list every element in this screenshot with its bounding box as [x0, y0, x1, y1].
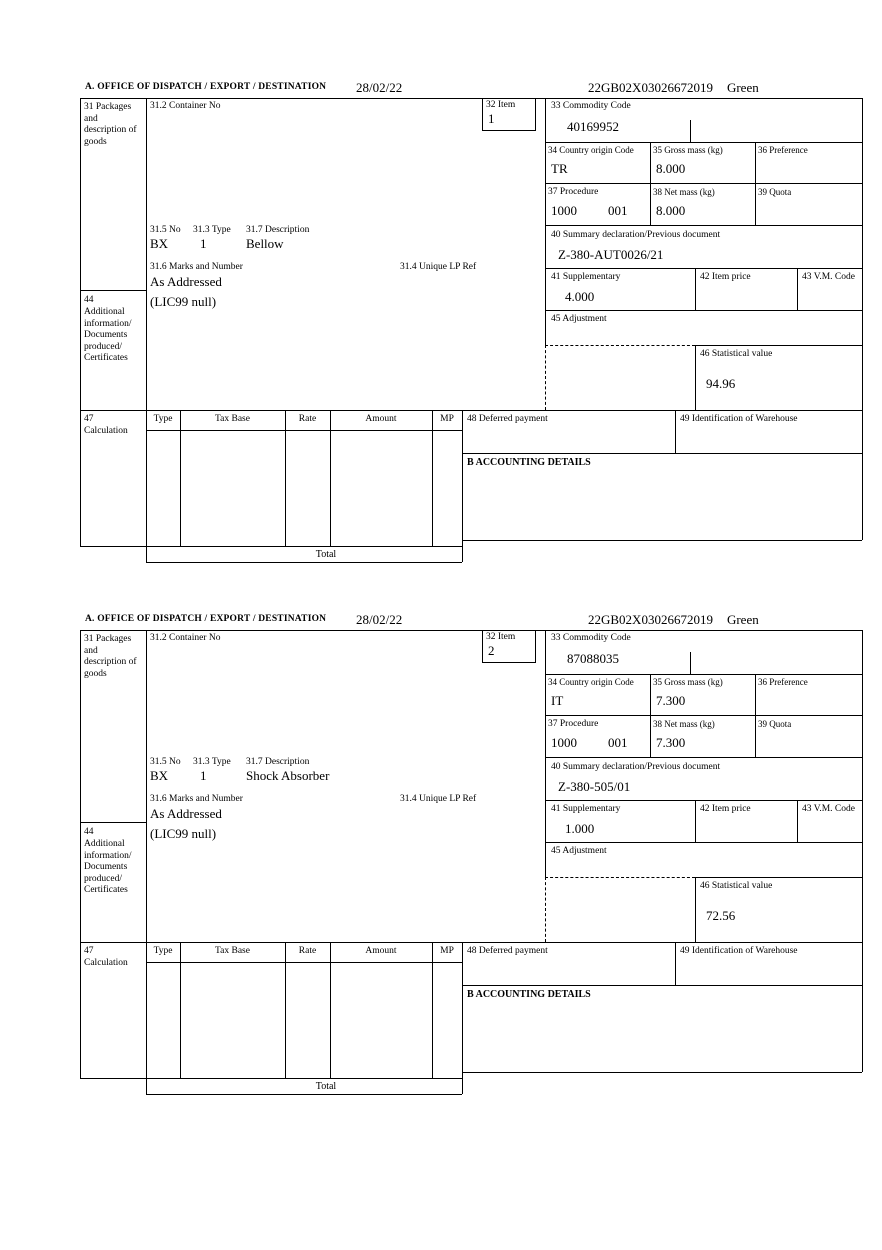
marks-label: 31.6 Marks and Number — [150, 794, 243, 804]
divider-line — [755, 674, 756, 757]
gross-mass-value: 8.000 — [656, 161, 686, 176]
divider-line — [545, 757, 862, 758]
unique-lp-ref-label: 31.4 Unique LP Ref — [400, 794, 477, 804]
supplementary-label: 41 Supplementary — [551, 272, 621, 282]
col-amount-header: Amount — [365, 414, 397, 424]
deferred-payment-label: 48 Deferred payment — [467, 946, 548, 956]
divider-line — [545, 142, 862, 143]
divider-line — [650, 674, 651, 757]
divider-line — [695, 800, 696, 842]
divider-line — [545, 225, 862, 226]
divider-line — [862, 98, 863, 540]
divider-line — [462, 540, 862, 541]
divider-line — [482, 662, 536, 663]
country-origin-value: TR — [551, 161, 568, 176]
item-label: 32 Item — [486, 632, 516, 642]
commodity-code-label: 33 Commodity Code — [551, 633, 631, 643]
procedure-value: 1000 — [551, 203, 577, 218]
container-no-label: 31.2 Container No — [150, 633, 221, 643]
col-rate-header: Rate — [298, 946, 317, 956]
item-number-value: 2 — [488, 643, 495, 658]
box47-number: 47 — [84, 414, 94, 424]
divider-line — [462, 942, 463, 1094]
divider-line — [545, 715, 862, 716]
item-number-value: 1 — [488, 111, 495, 126]
route-value: Green — [726, 612, 759, 627]
description-label: 31.7 Description — [246, 757, 310, 767]
entry-reference — [588, 612, 759, 628]
box44-label: Additional information/ Documents produced/ Certificates — [84, 307, 132, 363]
total-label: Total — [315, 1081, 337, 1092]
unique-lp-ref-label: 31.4 Unique LP Ref — [400, 262, 477, 272]
divider-line — [695, 345, 862, 346]
goods-description-value: Bellow — [246, 236, 284, 251]
divider-line — [675, 410, 676, 453]
entry-reference — [588, 80, 759, 96]
divider-line — [80, 546, 462, 547]
marks-label: 31.6 Marks and Number — [150, 262, 243, 272]
divider-line — [545, 183, 862, 184]
col-type-header: Type — [153, 414, 173, 424]
divider-line — [285, 410, 286, 546]
divider-line — [695, 877, 696, 942]
previous-document-value: Z-380-AUT0026/21 — [558, 247, 664, 262]
col-type-header: Type — [153, 946, 173, 956]
box44-label: Additional information/ Documents produced/ Certificates — [84, 839, 132, 895]
divider-line — [80, 630, 81, 1078]
divider-line — [80, 98, 81, 546]
dashed-divider-line — [545, 345, 695, 346]
vm-code-label: 43 V.M. Code — [802, 804, 855, 814]
divider-line — [432, 410, 433, 546]
divider-line — [432, 942, 433, 1078]
divider-line — [545, 268, 862, 269]
divider-line — [482, 630, 483, 662]
package-no-value: BX — [150, 236, 169, 251]
office-of-dispatch-header: A. OFFICE OF DISPATCH / EXPORT / DESTINATION — [85, 614, 327, 624]
divider-line — [146, 562, 462, 563]
item-label: 32 Item — [486, 100, 516, 110]
dashed-divider-line — [545, 877, 695, 878]
divider-line — [462, 453, 862, 454]
procedure-label: 37 Procedure — [548, 719, 599, 729]
divider-line — [675, 942, 676, 985]
box44-number: 44 — [84, 827, 94, 837]
col-tax-base-header: Tax Base — [215, 946, 250, 956]
box31-label: 31 Packages and description of goods — [84, 102, 137, 147]
divider-line — [535, 630, 536, 662]
box44-number: 44 — [84, 295, 94, 305]
country-origin-label: 34 Country origin Code — [548, 677, 634, 687]
accounting-details-header: B ACCOUNTING DETAILS — [467, 989, 591, 1000]
divider-line — [80, 290, 146, 291]
box31-label: 31 Packages and description of goods — [84, 634, 137, 679]
divider-line — [285, 942, 286, 1078]
net-mass-value: 7.300 — [656, 735, 686, 750]
col-tax-base-header: Tax Base — [215, 414, 250, 424]
divider-line — [80, 822, 146, 823]
divider-line — [80, 410, 862, 411]
acceptance-date-value: 28/02/22 — [356, 80, 403, 95]
deferred-payment-label: 48 Deferred payment — [467, 414, 548, 424]
commodity-code-value: 87088035 — [567, 651, 619, 666]
net-mass-label: 38 Net mass (kg) — [653, 719, 715, 729]
divider-line — [462, 410, 463, 562]
supplementary-units-value: 4.000 — [565, 289, 595, 304]
divider-line — [545, 310, 862, 311]
description-label: 31.7 Description — [246, 225, 310, 235]
quota-label: 39 Quota — [758, 719, 792, 729]
commodity-code-separator — [690, 652, 691, 674]
divider-line — [545, 98, 546, 345]
goods-description-value: Shock Absorber — [246, 768, 330, 783]
package-type-value: 1 — [200, 236, 207, 251]
commodity-code-value: 40169952 — [567, 119, 619, 134]
box47-label: Calculation — [84, 426, 128, 436]
procedure-label: 37 Procedure — [548, 187, 599, 197]
divider-line — [80, 630, 862, 631]
procedure-extra-value: 001 — [608, 203, 628, 218]
item-price-label: 42 Item price — [700, 804, 751, 814]
gross-mass-value: 7.300 — [656, 693, 686, 708]
previous-document-value: Z-380-505/01 — [558, 779, 631, 794]
net-mass-value: 8.000 — [656, 203, 686, 218]
preference-label: 36 Preference — [758, 145, 808, 155]
divider-line — [482, 98, 483, 130]
statistical-value-label: 46 Statistical value — [700, 349, 773, 359]
divider-line — [545, 800, 862, 801]
previous-document-label: 40 Summary declaration/Previous document — [551, 762, 721, 772]
procedure-extra-value: 001 — [608, 735, 628, 750]
accounting-details-header: B ACCOUNTING DETAILS — [467, 457, 591, 468]
divider-line — [146, 430, 462, 431]
acceptance-date-value: 28/02/22 — [356, 612, 403, 627]
divider-line — [695, 877, 862, 878]
supplementary-label: 41 Supplementary — [551, 804, 621, 814]
package-no-value: BX — [150, 768, 169, 783]
divider-line — [462, 1072, 862, 1073]
route-value: Green — [726, 80, 759, 95]
divider-line — [695, 345, 696, 410]
item-price-label: 42 Item price — [700, 272, 751, 282]
additional-info-value: (LIC99 null) — [150, 294, 217, 309]
divider-line — [180, 410, 181, 546]
statistical-value: 94.96 — [706, 376, 736, 391]
divider-line — [80, 942, 862, 943]
declaration-item-section — [0, 80, 882, 575]
divider-line — [146, 1094, 462, 1095]
divider-line — [535, 98, 536, 130]
supplementary-units-value: 1.000 — [565, 821, 595, 836]
commodity-code-separator — [690, 120, 691, 142]
procedure-value: 1000 — [551, 735, 577, 750]
package-no-label: 31.5 No — [150, 225, 181, 235]
gross-mass-label: 35 Gross mass (kg) — [653, 677, 723, 687]
entry-ref-value: 22GB02X03026672019 — [588, 80, 713, 95]
package-type-value: 1 — [200, 768, 207, 783]
divider-line — [462, 985, 862, 986]
package-no-label: 31.5 No — [150, 757, 181, 767]
divider-line — [146, 962, 462, 963]
statistical-value-label: 46 Statistical value — [700, 881, 773, 891]
dashed-divider-line — [545, 877, 546, 942]
commodity-code-label: 33 Commodity Code — [551, 101, 631, 111]
divider-line — [180, 942, 181, 1078]
adjustment-label: 45 Adjustment — [551, 846, 607, 856]
marks-value: As Addressed — [150, 274, 222, 289]
gross-mass-label: 35 Gross mass (kg) — [653, 145, 723, 155]
package-type-label: 31.3 Type — [193, 757, 231, 767]
dashed-divider-line — [545, 345, 546, 410]
divider-line — [146, 630, 147, 1094]
divider-line — [80, 1078, 462, 1079]
divider-line — [650, 142, 651, 225]
country-origin-label: 34 Country origin Code — [548, 145, 634, 155]
divider-line — [146, 98, 147, 562]
entry-ref-value: 22GB02X03026672019 — [588, 612, 713, 627]
divider-line — [755, 142, 756, 225]
box47-label: Calculation — [84, 958, 128, 968]
warehouse-id-label: 49 Identification of Warehouse — [680, 946, 798, 956]
country-origin-value: IT — [551, 693, 564, 708]
divider-line — [330, 942, 331, 1078]
net-mass-label: 38 Net mass (kg) — [653, 187, 715, 197]
warehouse-id-label: 49 Identification of Warehouse — [680, 414, 798, 424]
vm-code-label: 43 V.M. Code — [802, 272, 855, 282]
adjustment-label: 45 Adjustment — [551, 314, 607, 324]
divider-line — [695, 268, 696, 310]
divider-line — [482, 130, 536, 131]
divider-line — [545, 842, 862, 843]
container-no-label: 31.2 Container No — [150, 101, 221, 111]
col-rate-header: Rate — [298, 414, 317, 424]
statistical-value: 72.56 — [706, 908, 736, 923]
col-mp-header: MP — [440, 946, 454, 956]
divider-line — [545, 630, 546, 877]
preference-label: 36 Preference — [758, 677, 808, 687]
office-of-dispatch-header: A. OFFICE OF DISPATCH / EXPORT / DESTINATION — [85, 82, 327, 92]
divider-line — [330, 410, 331, 546]
divider-line — [545, 674, 862, 675]
package-type-label: 31.3 Type — [193, 225, 231, 235]
additional-info-value: (LIC99 null) — [150, 826, 217, 841]
declaration-item-section — [0, 612, 882, 1107]
divider-line — [80, 98, 862, 99]
col-mp-header: MP — [440, 414, 454, 424]
previous-document-label: 40 Summary declaration/Previous document — [551, 230, 721, 240]
divider-line — [862, 630, 863, 1072]
col-amount-header: Amount — [365, 946, 397, 956]
total-label: Total — [315, 549, 337, 560]
box47-number: 47 — [84, 946, 94, 956]
divider-line — [797, 268, 798, 310]
marks-value: As Addressed — [150, 806, 222, 821]
divider-line — [797, 800, 798, 842]
quota-label: 39 Quota — [758, 187, 792, 197]
